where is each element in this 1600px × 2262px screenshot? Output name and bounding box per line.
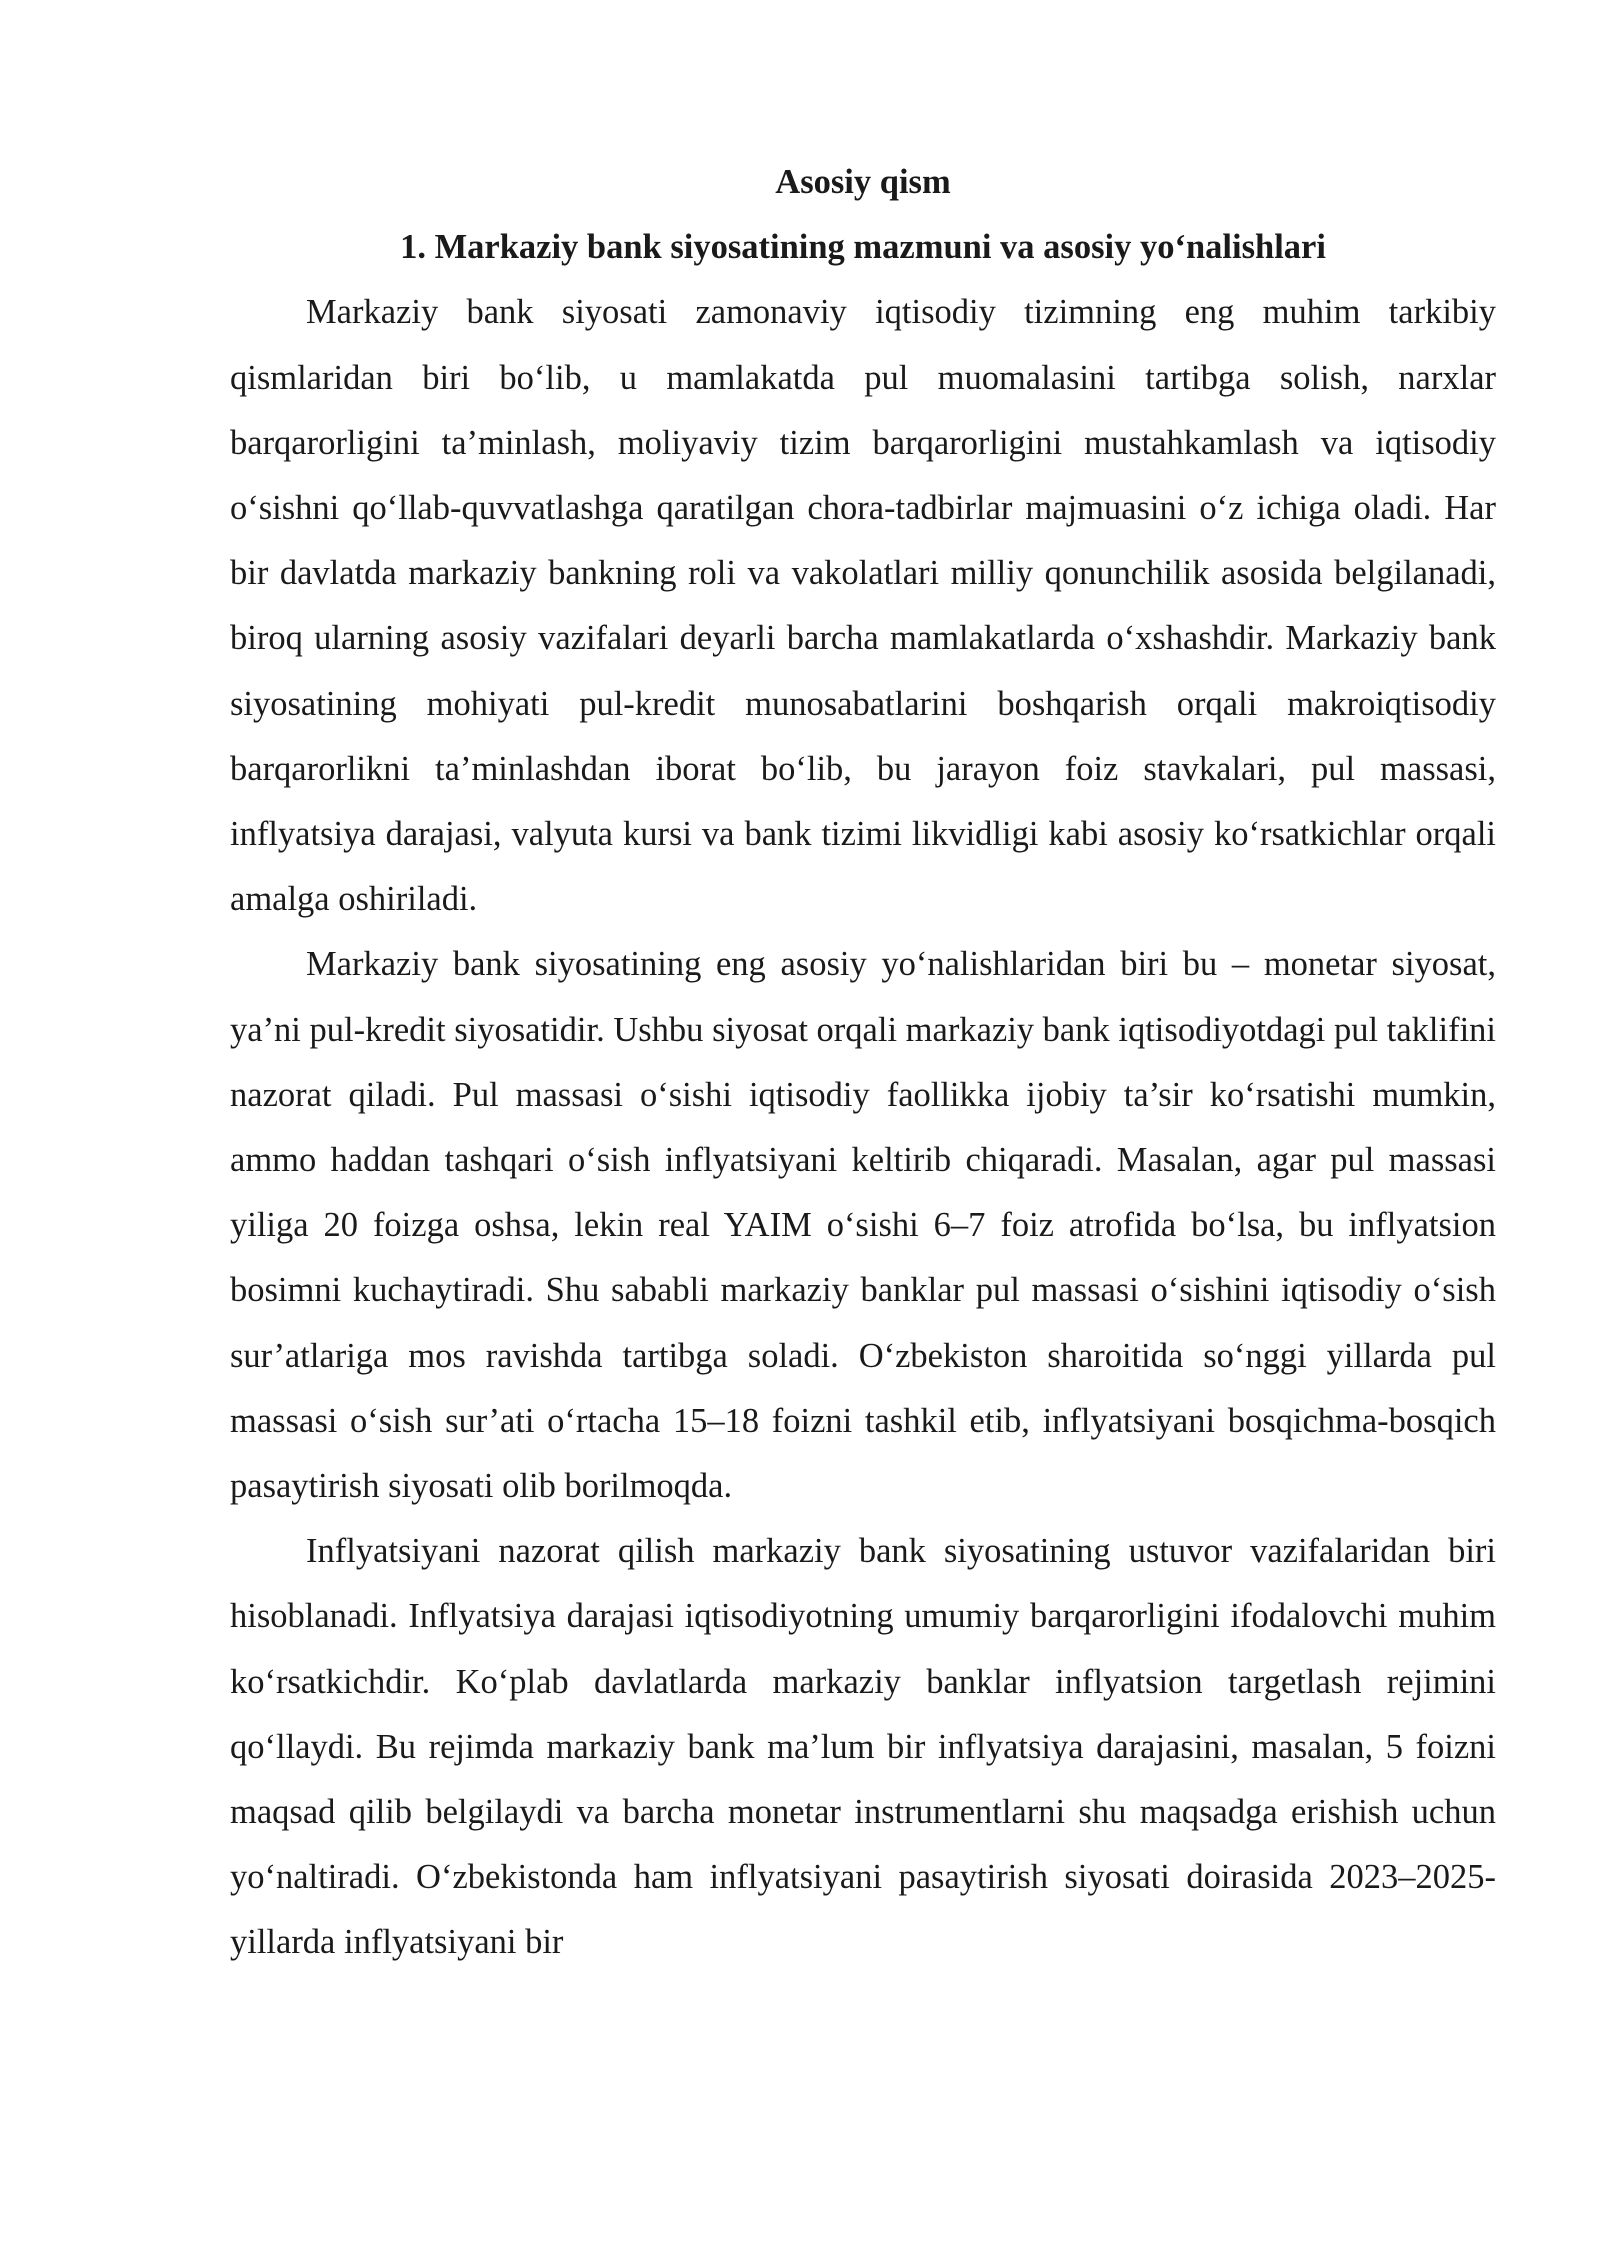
- page-title: Asosiy qism: [775, 163, 951, 201]
- paragraph-2: Markaziy bank siyosatining eng asosiy yo‘nalishlaridan biri bu – monetar siyosat, ya’ni pul-kredit siyosatidir. Ushbu siyosat orqali markaziy bank iqtisodiyotdagi pul taklifini nazorat qiladi. Pul massasi o‘sishi iqtisodiy faollikka ijobiy ta’sir ko‘rsatishi mumkin, ammo haddan tashqari o‘sish inflyatsiyani keltirib chiqaradi. Masalan, agar pul massasi yiliga 20 foizga oshsa, lekin real YAIM o‘sishi 6–7 foiz atrofida bo‘lsa, bu inflyatsion bosimni kuchaytiradi. Shu sababli markaziy banklar pul massasi o‘sishini iqtisodiy o‘sish sur’atlariga mos ravishda tartibga soladi. O‘zbekiston sharoitida so‘nggi yillarda pul massasi o‘sish sur’ati o‘rtacha 15–18 foizni tashkil etib, inflyatsiyani bosqichma-bosqich pasaytirish siyosati olib borilmoqda.: [230, 945, 1496, 1506]
- section-heading: 1. Markaziy bank siyosatining mazmuni va asosiy yo‘nalishlari: [400, 228, 1326, 267]
- paragraph-3: Inflyatsiyani nazorat qilish markaziy bank siyosatining ustuvor vazifalaridan biri hisoblanadi. Inflyatsiya darajasi iqtisodiyotning umumiy barqarorligini ifodalovchi muhim ko‘rsatkichdir. Ko‘plab davlatlarda markaziy banklar inflyatsion targetlash rejimini qo‘llaydi. Bu rejimda markaziy bank ma’lum bir inflyatsiya darajasini, masalan, 5 foizni maqsad qilib belgilaydi va barcha monetar instrumentlarni shu maqsadga erishish uchun yo‘naltiradi. O‘zbekistonda ham inflyatsiyani pasaytirish siyosati doirasida 2023–2025-yillarda inflyatsiyani bir: [230, 1532, 1496, 1962]
- document-page: [230, 150, 1496, 1976]
- paragraph-1: Markaziy bank siyosati zamonaviy iqtisodiy tizimning eng muhim tarkibiy qismlaridan biri bo‘lib, u mamlakatda pul muomalasini tartibga solish, narxlar barqarorligini ta’minlash, moliyaviy tizim barqarorligini mustahkamlash va iqtisodiy o‘sishni qo‘llab-quvvatlashga qaratilgan chora-tadbirlar majmuasini o‘z ichiga oladi. Har bir davlatda markaziy bankning roli va vakolatlari milliy qonunchilik asosida belgilanadi, biroq ularning asosiy vazifalari deyarli barcha mamlakatlarda o‘xshashdir. Markaziy bank siyosatining mohiyati pul-kredit munosabatlarini boshqarish orqali makroiqtisodiy barqarorlikni ta’minlashdan iborat bo‘lib, bu jarayon foiz stavkalari, pul massasi, inflyatsiya darajasi, valyuta kursi va bank tizimi likvidligi kabi asosiy ko‘rsatkichlar orqali amalga oshiriladi.: [230, 293, 1496, 919]
